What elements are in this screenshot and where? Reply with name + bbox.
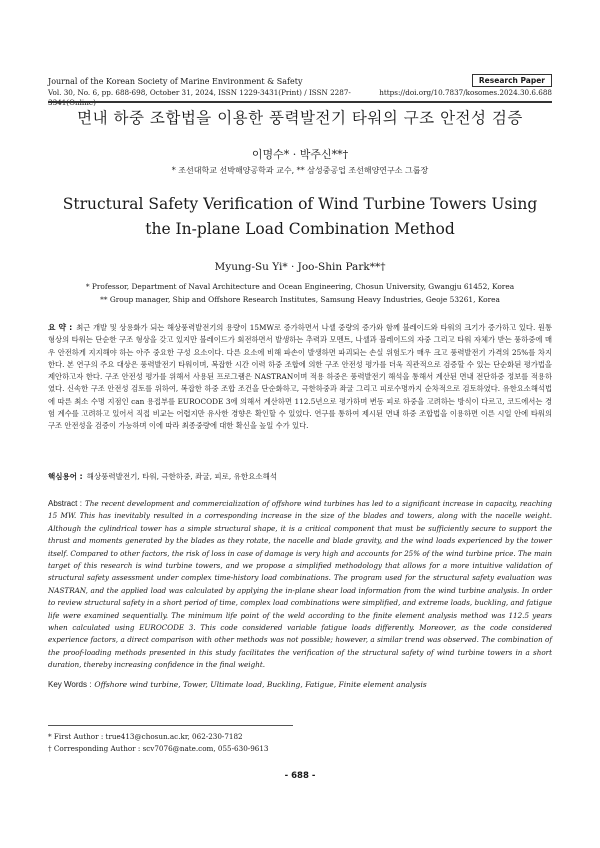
english-abstract-text: The recent development and commercialization of offshore wind turbines has led to a significant increase in capacity, reaching 15 MW. This has inevitably resulted in a corresponding increase in the size of the blades and towers, along with the nacelle weight. Although the cylindrical tower has a simple structural shape, it is a critical component that must be sufficiently secure to support the thrust and moments generated by the blades as they rotate, the nacelle and blade gravity, and the wind loads experienced by the tower itself. Compared to other factors, the risk of loss in case of damage is very high and accounts for 25% of the wind turbine price. The main target of this research is wind turbine towers, and we propose a simplified methodology that allows for a more intuitive validation of structural safety assessment under complex time-history load combinations. The program used for the structural safety evaluation was NASTRAN, and the applied load was calculated by applying the in-plane shear load information from the wind turbine analysis. In order to review structural safety in a short period of time, complex load combinations were simplified, and extreme loads, buckling, and fatigue life were examined sequentially. The minimum life point of the weld according to the finite element analysis method was 112.5 years when calculated using EUROCODE 3. This code considered variable fatigue loads differently. Moreover, as the code considered experience factors, a direct comparison with other methods was not possible; however, a similar trend was observed. The combination of the proof-loading methods presented in this study facilitates the verification of the structural safety of wind turbine towers in a short duration, thereby increasing confidence in the final weight. [48, 499, 552, 670]
english-abstract [48, 498, 552, 672]
korean-keywords [48, 471, 552, 482]
affiliation-1: * Professor, Department of Naval Architecture and Ocean Engineering, Chosun University, Gwangju 61452, Korea [85, 282, 515, 291]
english-keywords-text: Offshore wind turbine, Tower, Ultimate load, Buckling, Fatigue, Finite element analysis [94, 680, 427, 689]
journal-name: Journal of the Korean Society of Marine Environment & Safety [48, 77, 303, 86]
english-keywords-label: Key Words : [48, 680, 92, 689]
footnotes [48, 731, 269, 755]
first-author-note: * First Author : true413@chosun.ac.kr, 062-230-7182 [48, 732, 243, 741]
korean-keywords-label: 핵심용어 : [48, 472, 83, 481]
journal-header [48, 77, 552, 108]
issue-info: Vol. 30, No. 6, pp. 688-698, October 31, 2024, ISSN 1229-3431(Print) / ISSN 2287- [48, 88, 351, 97]
issue-row [48, 88, 552, 108]
korean-keywords-text: 해상풍력발전기, 타워, 극한하중, 좌굴, 피로, 유한요소해석 [86, 472, 278, 481]
affiliation-2: ** Group manager, Ship and Offshore Research Institutes, Samsung Heavy Industries, Geoje 53261, Korea [100, 295, 500, 304]
english-title: Structural Safety Verification of Wind Turbine Towers Using the In-plane Load Combination Method [62, 195, 538, 238]
footnote-rule [48, 725, 293, 726]
korean-abstract-text: 최근 개발 및 상용화가 되는 해상풍력발전기의 용량이 15MW로 증가하면서 나셀 중량의 증가와 함께 블레이드와 타워의 크기가 증가하고 있다. 원통 형상의 타워는 단순한 구조 형상을 갖고 있지만 블레이드가 회전하면서 발생하는 추력과 모멘트, 나셀과 블레이드의 자중 그리고 타워 자체가 받는 풍하중에 매우 안전하게 지지해야 하는 아주 중요한 구성 요소이다. 다른 요소에 비해 파손이 발생하면 파괴되는 손실 위험도가 매우 크고 풍력발전기 가격의 25%를 차지한다. 본 연구의 주요 대상은 풍력발전기 타워이며, 복잡한 시간 이력 하중 조합에 의한 구조 안전성 평가를 더욱 직관적으로 검증할 수 있는 단순화된 평가법을 제안하고자 한다. 구조 안전성 평가를 위해서 사용된 프로그램은 NASTRAN이며 적용 하중은 풍력발전기 해석을 통해서 계산된 면내 전단하중 정보를 적용하였다. 신속한 구조 안전성 검토를 위하여, 복잡한 하중 조합 조건을 단순화하고, 극한하중과 좌굴 그리고 피로수명까지 순차적으로 검토하였다. 유한요소해석법에 따른 최소 수명 지점인 can 용접부를 EUROCODE 3에 의해서 계산하면 112.5년으로 평가하며 변동 피로 하중을 고려하는 방식이 다르고, 코드에서는 경험 계수를 고려하고 있어서 직접 비교는 어렵지만 유사한 경향은 확인할 수 있었다. 연구를 통하여 제시된 면내 하중 조합법을 이용하면 이른 시일 안에 타워의 구조 안전성을 검증이 가능하며 이에 따라 최종중량에 대한 확신을 높일 수가 있다. [48, 323, 552, 431]
korean-authors: 이명수* · 박주신**† [251, 148, 349, 161]
english-abstract-label: Abstract : [48, 499, 82, 508]
english-keywords [48, 680, 552, 689]
korean-affiliation: * 조선대학교 선박해양공학과 교수, ** 삼성중공업 조선해양연구소 그룹장 [171, 166, 429, 175]
doi-link[interactable]: https://doi.org/10.7837/kosomes.2024.30.6.688 [379, 88, 552, 97]
korean-title: 면내 하중 조합법을 이용한 풍력발전기 타워의 구조 안전성 검증 [77, 109, 523, 127]
corresponding-author-note: † Corresponding Author : scv7076@nate.com, 055-630-9613 [48, 744, 269, 753]
english-affiliations [48, 280, 552, 306]
research-paper-badge: Research Paper [472, 74, 552, 87]
header-rule [48, 101, 552, 103]
english-authors: Myung-Su Yi* · Joo-Shin Park**† [214, 261, 386, 273]
page-number: - 688 - [284, 771, 316, 781]
korean-abstract [48, 322, 552, 433]
korean-abstract-label: 요 약 : [48, 323, 73, 332]
